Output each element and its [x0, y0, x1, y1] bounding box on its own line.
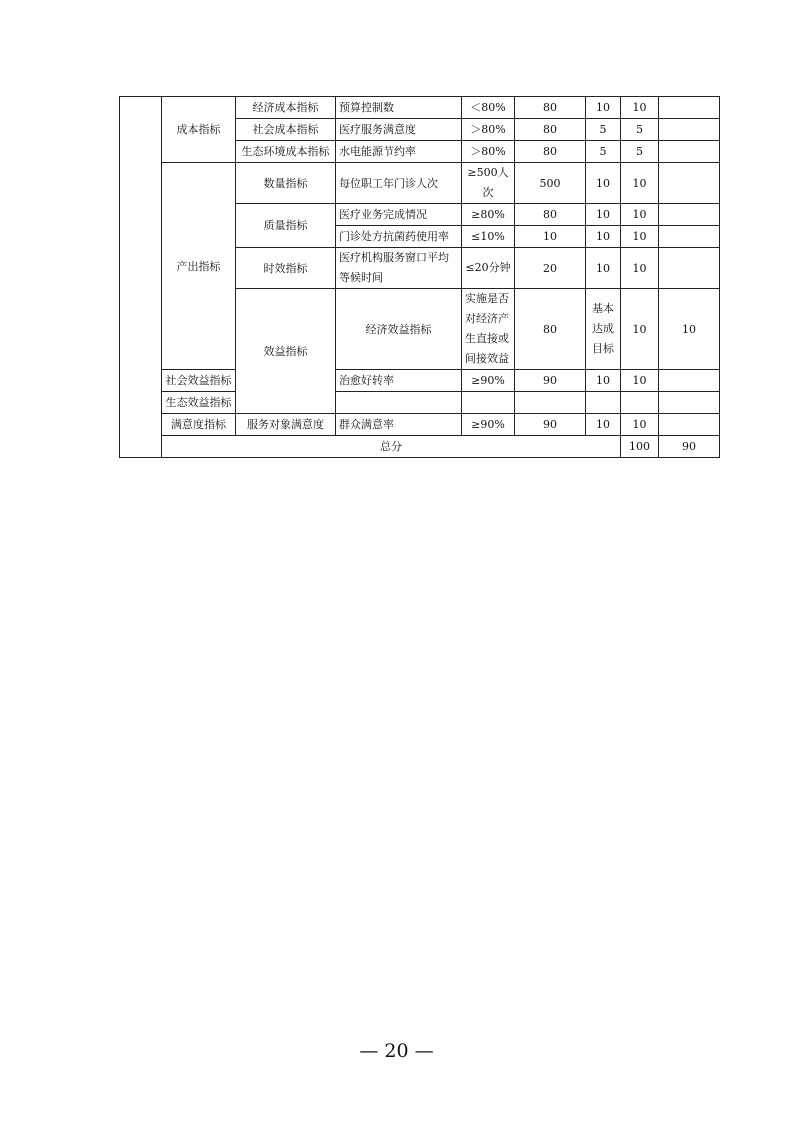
weight-cell: 10 [586, 370, 621, 392]
table-row [120, 392, 720, 414]
note-cell [659, 119, 720, 141]
actual-cell: 500 [515, 163, 586, 204]
note-cell [659, 248, 720, 289]
target-cell: 80 [515, 289, 586, 370]
target-cell: ≤20分钟 [462, 248, 515, 289]
actual-cell: 10 [515, 226, 586, 248]
score-cell [621, 392, 659, 414]
score-cell: 10 [621, 97, 659, 119]
actual-cell: 80 [515, 119, 586, 141]
score-cell: 10 [621, 248, 659, 289]
actual-cell: 80 [515, 141, 586, 163]
indicator-cell: 群众满意率 [336, 414, 462, 436]
table-row [120, 97, 720, 119]
note-cell [659, 392, 720, 414]
total-row [120, 436, 720, 458]
weight-cell: 5 [586, 141, 621, 163]
weight-cell: 10 [586, 248, 621, 289]
target-cell: ≥90% [462, 414, 515, 436]
note-cell [659, 163, 720, 204]
indicator-cell: 实施是否对经济产生直接或间接效益 [462, 289, 515, 370]
target-cell: ＞80% [462, 141, 515, 163]
category-cell: 产出指标 [162, 163, 236, 370]
actual-cell: 80 [515, 97, 586, 119]
indicator-cell: 预算控制数 [336, 97, 462, 119]
score-cell: 5 [621, 119, 659, 141]
actual-cell [515, 392, 586, 414]
actual-cell: 90 [515, 370, 586, 392]
score-cell: 10 [621, 226, 659, 248]
category-cell: 满意度指标 [162, 414, 236, 436]
subcategory-cell: 生态环境成本指标 [236, 141, 336, 163]
subcategory-cell: 数量指标 [236, 163, 336, 204]
indicator-cell: 每位职工年门诊人次 [336, 163, 462, 204]
weight-cell: 10 [621, 289, 659, 370]
weight-cell: 10 [586, 226, 621, 248]
total-score-cell: 90 [659, 436, 720, 458]
note-cell [659, 370, 720, 392]
total-label-cell: 总分 [162, 436, 621, 458]
indicator-cell: 门诊处方抗菌药使用率 [336, 226, 462, 248]
target-cell: ＞80% [462, 119, 515, 141]
table-row [120, 370, 720, 392]
subcategory-cell: 时效指标 [236, 248, 336, 289]
target-cell: ≥90% [462, 370, 515, 392]
score-cell: 10 [621, 370, 659, 392]
note-cell [659, 204, 720, 226]
indicator-cell: 医疗服务满意度 [336, 119, 462, 141]
weight-cell [586, 392, 621, 414]
indicator-cell: 治愈好转率 [336, 370, 462, 392]
weight-cell: 10 [586, 97, 621, 119]
total-weight-cell: 100 [621, 436, 659, 458]
target-cell: ≥500人次 [462, 163, 515, 204]
actual-cell: 基本达成目标 [586, 289, 621, 370]
score-cell: 10 [621, 204, 659, 226]
weight-cell: 10 [586, 414, 621, 436]
weight-cell: 10 [586, 163, 621, 204]
score-cell: 5 [621, 141, 659, 163]
actual-cell: 90 [515, 414, 586, 436]
weight-cell: 5 [586, 119, 621, 141]
performance-indicator-table [119, 96, 720, 458]
score-cell: 10 [621, 414, 659, 436]
table-row [120, 163, 720, 204]
indicator-cell [336, 392, 462, 414]
note-cell [659, 414, 720, 436]
indicator-cell: 医疗业务完成情况 [336, 204, 462, 226]
subcategory-cell: 经济效益指标 [336, 289, 462, 370]
note-cell [659, 97, 720, 119]
actual-cell: 80 [515, 204, 586, 226]
subcategory-cell: 经济成本指标 [236, 97, 336, 119]
score-cell: 10 [659, 289, 720, 370]
category-cell: 效益指标 [236, 289, 336, 414]
table-row [120, 414, 720, 436]
subcategory-cell: 社会效益指标 [162, 370, 236, 392]
page-number: — 20 — [359, 1040, 434, 1062]
level1-category-cell [120, 97, 162, 458]
target-cell [462, 392, 515, 414]
subcategory-cell: 生态效益指标 [162, 392, 236, 414]
weight-cell: 10 [586, 204, 621, 226]
subcategory-cell: 社会成本指标 [236, 119, 336, 141]
category-cell: 成本指标 [162, 97, 236, 163]
indicator-cell: 水电能源节约率 [336, 141, 462, 163]
score-cell: 10 [621, 163, 659, 204]
note-cell [659, 141, 720, 163]
target-cell: ＜80% [462, 97, 515, 119]
actual-cell: 20 [515, 248, 586, 289]
target-cell: ≥80% [462, 204, 515, 226]
subcategory-cell: 质量指标 [236, 204, 336, 248]
note-cell [659, 226, 720, 248]
indicator-cell: 医疗机构服务窗口平均等候时间 [336, 248, 462, 289]
subcategory-cell: 服务对象满意度 [236, 414, 336, 436]
target-cell: ≤10% [462, 226, 515, 248]
